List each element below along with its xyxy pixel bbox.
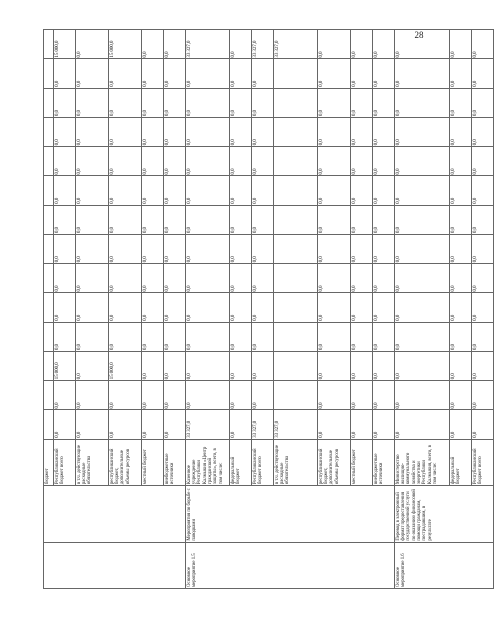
value-cell bbox=[274, 293, 318, 322]
value-cell: 0,0 bbox=[318, 205, 351, 234]
event-code-cell: Основное мероприятие 1.5 bbox=[186, 542, 395, 588]
value-cell bbox=[44, 147, 54, 176]
value-cell: 0,0 bbox=[472, 234, 494, 263]
value-cell: 0,0 bbox=[109, 293, 142, 322]
value-cell: 0,0 bbox=[472, 30, 494, 59]
value-cell: 0,0 bbox=[76, 410, 109, 439]
value-cell: 0,0 bbox=[472, 293, 494, 322]
value-cell: 0,0 bbox=[109, 410, 142, 439]
value-cell: 0,0 bbox=[230, 293, 252, 322]
value-cell: 0,0 bbox=[395, 176, 450, 205]
value-cell: 0,0 bbox=[373, 176, 395, 205]
value-cell bbox=[274, 59, 318, 88]
value-cell: 0,0 bbox=[54, 234, 76, 263]
value-cell: 0,0 bbox=[164, 147, 186, 176]
value-cell: 0,0 bbox=[252, 205, 274, 234]
value-cell bbox=[44, 293, 54, 322]
value-cell: 0,0 bbox=[395, 88, 450, 117]
value-cell: 0,0 bbox=[318, 88, 351, 117]
value-cell: 0,0 bbox=[351, 176, 373, 205]
value-cell: 0,0 bbox=[230, 264, 252, 293]
event-code-cell: Основное мероприятие 1.6 bbox=[395, 542, 494, 588]
value-cell: 0,0 bbox=[252, 322, 274, 351]
value-cell bbox=[274, 88, 318, 117]
value-cell: 0,0 bbox=[450, 176, 472, 205]
value-cell: 0,0 bbox=[54, 205, 76, 234]
value-cell: 0,0 bbox=[318, 264, 351, 293]
value-cell: 0,0 bbox=[142, 176, 164, 205]
value-cell: 0,0 bbox=[472, 381, 494, 410]
funding-source-cell: внебюджетные источники bbox=[164, 439, 186, 485]
value-cell: 0,0 bbox=[76, 293, 109, 322]
value-cell: 0,0 bbox=[76, 30, 109, 59]
value-cell: 0,0 bbox=[76, 147, 109, 176]
value-cell: 0,0 bbox=[109, 381, 142, 410]
value-cell: 0,0 bbox=[395, 234, 450, 263]
value-cell: 0,0 bbox=[472, 322, 494, 351]
value-cell: 0,0 bbox=[142, 293, 164, 322]
value-cell bbox=[44, 117, 54, 146]
value-cell: 0,0 bbox=[164, 234, 186, 263]
value-cell: 0,0 bbox=[472, 117, 494, 146]
value-cell: 0,0 bbox=[142, 147, 164, 176]
value-cell: 0,0 bbox=[76, 117, 109, 146]
value-cell: 0,0 bbox=[142, 117, 164, 146]
value-cell: 0,0 bbox=[395, 59, 450, 88]
value-cell: 0,0 bbox=[318, 147, 351, 176]
value-cell: 0,0 bbox=[450, 234, 472, 263]
value-cell bbox=[274, 264, 318, 293]
value-cell: 0,0 bbox=[186, 205, 230, 234]
value-cell: 0,0 bbox=[230, 117, 252, 146]
value-cell bbox=[44, 88, 54, 117]
value-cell: 0,0 bbox=[76, 234, 109, 263]
funding-source-cell: республиканский бюджет, дополнительные объемы ресурсов bbox=[109, 439, 142, 485]
value-cell: 15 000,0 bbox=[109, 30, 142, 59]
value-cell: 0,0 bbox=[472, 88, 494, 117]
value-cell: 0,0 bbox=[54, 322, 76, 351]
value-cell: 0,0 bbox=[230, 410, 252, 439]
value-cell: 0,0 bbox=[373, 205, 395, 234]
budget-table bbox=[43, 29, 494, 589]
value-cell: 33 327,0 bbox=[186, 410, 230, 439]
value-cell: 0,0 bbox=[164, 381, 186, 410]
value-cell bbox=[44, 30, 54, 59]
value-cell: 0,0 bbox=[54, 88, 76, 117]
value-cell: 0,0 bbox=[186, 234, 230, 263]
value-cell: 0,0 bbox=[450, 381, 472, 410]
value-cell: 0,0 bbox=[142, 30, 164, 59]
value-cell: 0,0 bbox=[142, 88, 164, 117]
value-cell: 0,0 bbox=[373, 351, 395, 380]
value-cell: 0,0 bbox=[142, 59, 164, 88]
value-cell: 0,0 bbox=[186, 117, 230, 146]
value-cell: 0,0 bbox=[76, 205, 109, 234]
value-cell: 0,0 bbox=[450, 59, 472, 88]
event-title-cell: Перевод в электронный формат предоставления государственной услуги по оказанию финансовой помощи гражданам, пострадавшим, в результате bbox=[395, 486, 494, 543]
value-cell: 0,0 bbox=[109, 117, 142, 146]
value-cell: 0,0 bbox=[109, 322, 142, 351]
value-cell: 0,0 bbox=[351, 293, 373, 322]
value-cell: 0,0 bbox=[318, 59, 351, 88]
value-cell bbox=[274, 322, 318, 351]
value-cell: 0,0 bbox=[351, 410, 373, 439]
value-cell: 0,0 bbox=[450, 147, 472, 176]
value-cell: 0,0 bbox=[230, 147, 252, 176]
value-cell: 0,0 bbox=[109, 205, 142, 234]
funding-source-cell: Казенное учреждение Республики Калмыкия «Центр гражданской защиты», всего, в том числе: bbox=[186, 439, 230, 485]
funding-source-cell: Республиканский бюджет всего bbox=[252, 439, 274, 485]
value-cell: 0,0 bbox=[54, 147, 76, 176]
value-cell: 0,0 bbox=[76, 351, 109, 380]
value-cell: 0,0 bbox=[252, 351, 274, 380]
value-cell: 0,0 bbox=[54, 59, 76, 88]
value-cell bbox=[44, 59, 54, 88]
value-cell: 0,0 bbox=[373, 322, 395, 351]
value-cell bbox=[44, 322, 54, 351]
value-cell: 0,0 bbox=[230, 30, 252, 59]
value-cell: 0,0 bbox=[186, 351, 230, 380]
value-cell: 0,0 bbox=[164, 410, 186, 439]
value-cell: 0,0 bbox=[252, 264, 274, 293]
value-cell: 0,0 bbox=[351, 264, 373, 293]
value-cell: 0,0 bbox=[76, 59, 109, 88]
value-cell: 0,0 bbox=[142, 322, 164, 351]
value-cell: 0,0 bbox=[54, 410, 76, 439]
value-cell: 0,0 bbox=[351, 351, 373, 380]
value-cell: 15 000,0 bbox=[54, 30, 76, 59]
value-cell: 0,0 bbox=[373, 147, 395, 176]
table-row bbox=[395, 30, 450, 589]
value-cell: 0,0 bbox=[164, 205, 186, 234]
value-cell: 0,0 bbox=[351, 117, 373, 146]
value-cell: 0,0 bbox=[351, 322, 373, 351]
value-cell: 0,0 bbox=[472, 410, 494, 439]
funding-source-cell: республиканский бюджет, дополнительные объемы ресурсов bbox=[318, 439, 351, 485]
value-cell: 0,0 bbox=[395, 205, 450, 234]
value-cell: 0,0 bbox=[252, 234, 274, 263]
value-cell: 0,0 bbox=[351, 205, 373, 234]
value-cell: 0,0 bbox=[395, 322, 450, 351]
value-cell: 0,0 bbox=[76, 176, 109, 205]
value-cell: 0,0 bbox=[318, 234, 351, 263]
value-cell: 0,0 bbox=[186, 147, 230, 176]
value-cell: 0,0 bbox=[109, 234, 142, 263]
value-cell: 33 327,0 bbox=[274, 410, 318, 439]
value-cell: 0,0 bbox=[186, 381, 230, 410]
value-cell bbox=[274, 117, 318, 146]
value-cell: 0,0 bbox=[395, 147, 450, 176]
value-cell: 0,0 bbox=[318, 410, 351, 439]
value-cell: 0,0 bbox=[142, 264, 164, 293]
value-cell bbox=[44, 351, 54, 380]
value-cell: 0,0 bbox=[450, 88, 472, 117]
value-cell: 0,0 bbox=[450, 293, 472, 322]
value-cell: 0,0 bbox=[395, 264, 450, 293]
funding-source-cell: в т.ч. действующие расходные обязательства bbox=[76, 439, 109, 485]
value-cell: 0,0 bbox=[186, 176, 230, 205]
event-code-cell bbox=[44, 542, 186, 588]
value-cell bbox=[274, 147, 318, 176]
value-cell: 0,0 bbox=[351, 59, 373, 88]
value-cell: 0,0 bbox=[472, 205, 494, 234]
funding-source-cell: местный бюджет bbox=[351, 439, 373, 485]
value-cell: 0,0 bbox=[230, 59, 252, 88]
value-cell bbox=[274, 381, 318, 410]
funding-source-cell: бюджет bbox=[44, 439, 54, 485]
value-cell: 0,0 bbox=[54, 293, 76, 322]
value-cell: 0,0 bbox=[76, 264, 109, 293]
value-cell: 0,0 bbox=[54, 381, 76, 410]
page-number: 28 bbox=[414, 30, 424, 40]
value-cell: 15 000,0 bbox=[54, 351, 76, 380]
value-cell: 0,0 bbox=[142, 410, 164, 439]
event-title-cell bbox=[44, 486, 186, 543]
value-cell: 0,0 bbox=[373, 264, 395, 293]
value-cell: 0,0 bbox=[54, 117, 76, 146]
value-cell: 0,0 bbox=[230, 205, 252, 234]
value-cell: 0,0 bbox=[164, 293, 186, 322]
value-cell: 0,0 bbox=[450, 117, 472, 146]
value-cell bbox=[274, 176, 318, 205]
value-cell: 0,0 bbox=[351, 30, 373, 59]
value-cell: 0,0 bbox=[373, 30, 395, 59]
value-cell: 0,0 bbox=[472, 147, 494, 176]
value-cell: 0,0 bbox=[109, 176, 142, 205]
value-cell: 0,0 bbox=[252, 88, 274, 117]
value-cell: 0,0 bbox=[395, 351, 450, 380]
value-cell: 0,0 bbox=[109, 88, 142, 117]
value-cell: 33 327,0 bbox=[186, 30, 230, 59]
value-cell: 0,0 bbox=[395, 293, 450, 322]
value-cell: 0,0 bbox=[164, 59, 186, 88]
table-row bbox=[44, 30, 54, 589]
value-cell: 33 327,0 bbox=[274, 30, 318, 59]
value-cell: 0,0 bbox=[450, 30, 472, 59]
value-cell: 0,0 bbox=[395, 30, 450, 59]
value-cell bbox=[274, 205, 318, 234]
value-cell bbox=[274, 351, 318, 380]
value-cell: 0,0 bbox=[164, 322, 186, 351]
value-cell: 0,0 bbox=[318, 176, 351, 205]
value-cell: 0,0 bbox=[76, 381, 109, 410]
funding-source-cell: в т.ч. действующие расходные обязательства bbox=[274, 439, 318, 485]
value-cell: 0,0 bbox=[230, 351, 252, 380]
value-cell: 0,0 bbox=[395, 381, 450, 410]
value-cell: 0,0 bbox=[54, 176, 76, 205]
value-cell: 0,0 bbox=[164, 264, 186, 293]
value-cell: 0,0 bbox=[164, 117, 186, 146]
funding-source-cell: местный бюджет bbox=[142, 439, 164, 485]
value-cell: 0,0 bbox=[373, 88, 395, 117]
funding-source-cell: федеральный бюджет bbox=[230, 439, 252, 485]
value-cell: 0,0 bbox=[252, 117, 274, 146]
value-cell: 0,0 bbox=[186, 322, 230, 351]
value-cell: 0,0 bbox=[373, 59, 395, 88]
value-cell: 0,0 bbox=[230, 322, 252, 351]
value-cell: 0,0 bbox=[230, 88, 252, 117]
value-cell: 0,0 bbox=[318, 351, 351, 380]
value-cell: 0,0 bbox=[164, 351, 186, 380]
value-cell: 0,0 bbox=[373, 117, 395, 146]
value-cell: 0,0 bbox=[142, 234, 164, 263]
value-cell: 0,0 bbox=[351, 88, 373, 117]
value-cell: 0,0 bbox=[395, 117, 450, 146]
funding-source-cell: внебюджетные источники bbox=[373, 439, 395, 485]
value-cell: 0,0 bbox=[186, 88, 230, 117]
value-cell: 0,0 bbox=[186, 293, 230, 322]
table-row bbox=[186, 30, 230, 589]
value-cell bbox=[44, 410, 54, 439]
value-cell: 0,0 bbox=[318, 381, 351, 410]
value-cell: 0,0 bbox=[109, 147, 142, 176]
value-cell: 0,0 bbox=[252, 293, 274, 322]
value-cell: 0,0 bbox=[450, 410, 472, 439]
value-cell: 0,0 bbox=[109, 264, 142, 293]
funding-source-cell: Республиканский бюджет всего bbox=[472, 439, 494, 485]
value-cell: 0,0 bbox=[186, 264, 230, 293]
value-cell: 0,0 bbox=[351, 234, 373, 263]
value-cell: 0,0 bbox=[351, 147, 373, 176]
value-cell: 0,0 bbox=[450, 264, 472, 293]
value-cell: 0,0 bbox=[351, 381, 373, 410]
value-cell: 0,0 bbox=[164, 30, 186, 59]
value-cell: 0,0 bbox=[186, 59, 230, 88]
value-cell: 0,0 bbox=[450, 205, 472, 234]
value-cell: 0,0 bbox=[76, 88, 109, 117]
funding-source-cell: Министерство жилищно-коммунального хозяйства и энергетики Республики Калмыкия, всего, в том числе: bbox=[395, 439, 450, 485]
event-title-cell: Мероприятия по борьбе с паводками bbox=[186, 486, 395, 543]
value-cell: 0,0 bbox=[76, 322, 109, 351]
value-cell: 0,0 bbox=[230, 234, 252, 263]
value-cell bbox=[44, 176, 54, 205]
value-cell: 0,0 bbox=[54, 264, 76, 293]
value-cell: 33 327,0 bbox=[252, 410, 274, 439]
value-cell: 0,0 bbox=[373, 234, 395, 263]
value-cell: 0,0 bbox=[142, 381, 164, 410]
value-cell bbox=[44, 205, 54, 234]
value-cell: 0,0 bbox=[142, 351, 164, 380]
value-cell: 0,0 bbox=[164, 88, 186, 117]
value-cell: 33 327,0 bbox=[252, 30, 274, 59]
value-cell: 0,0 bbox=[318, 117, 351, 146]
value-cell: 0,0 bbox=[450, 351, 472, 380]
value-cell: 0,0 bbox=[373, 293, 395, 322]
value-cell bbox=[44, 381, 54, 410]
value-cell: 0,0 bbox=[252, 147, 274, 176]
funding-source-cell: Республиканский бюджет всего bbox=[54, 439, 76, 485]
value-cell bbox=[44, 234, 54, 263]
value-cell: 0,0 bbox=[472, 264, 494, 293]
value-cell: 0,0 bbox=[318, 30, 351, 59]
funding-source-cell: федеральный бюджет bbox=[450, 439, 472, 485]
value-cell bbox=[274, 234, 318, 263]
value-cell: 0,0 bbox=[252, 59, 274, 88]
value-cell: 0,0 bbox=[230, 381, 252, 410]
value-cell: 0,0 bbox=[472, 351, 494, 380]
value-cell: 0,0 bbox=[252, 381, 274, 410]
value-cell: 0,0 bbox=[395, 410, 450, 439]
value-cell: 0,0 bbox=[472, 176, 494, 205]
value-cell: 0,0 bbox=[318, 322, 351, 351]
value-cell: 0,0 bbox=[230, 176, 252, 205]
value-cell: 0,0 bbox=[373, 381, 395, 410]
value-cell bbox=[44, 264, 54, 293]
value-cell: 0,0 bbox=[472, 59, 494, 88]
value-cell: 0,0 bbox=[109, 59, 142, 88]
value-cell: 15 000,0 bbox=[109, 351, 142, 380]
value-cell: 0,0 bbox=[164, 176, 186, 205]
value-cell: 0,0 bbox=[450, 322, 472, 351]
value-cell: 0,0 bbox=[373, 410, 395, 439]
value-cell: 0,0 bbox=[252, 176, 274, 205]
value-cell: 0,0 bbox=[318, 293, 351, 322]
value-cell: 0,0 bbox=[142, 205, 164, 234]
